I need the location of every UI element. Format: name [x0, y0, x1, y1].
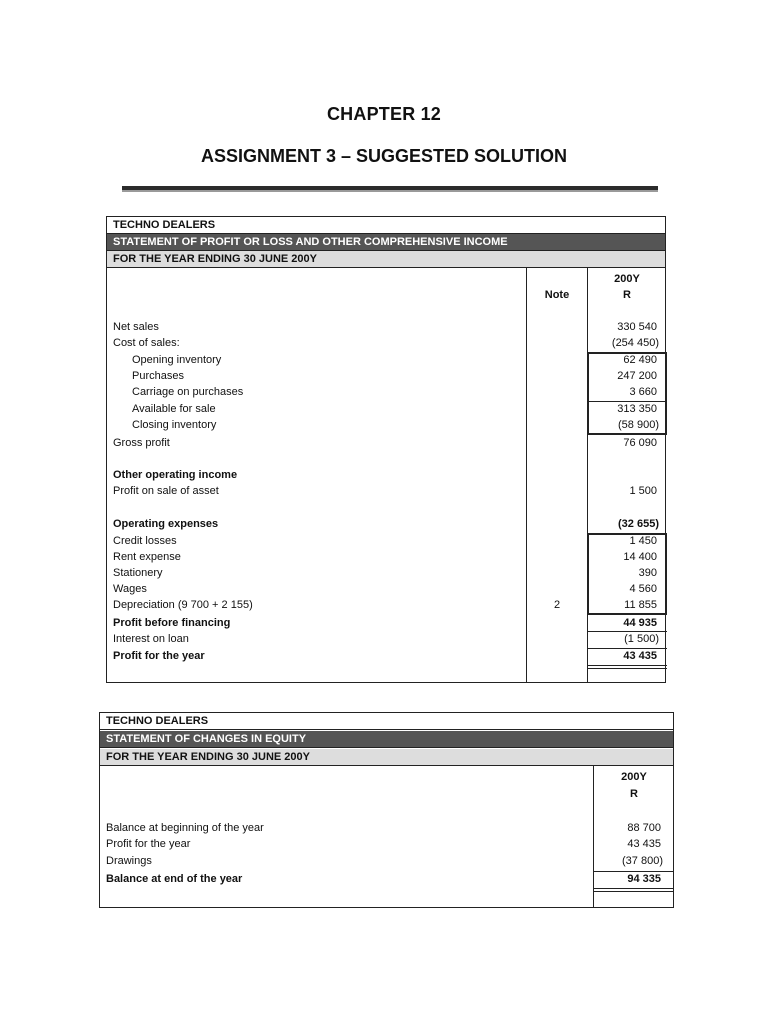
- row-interest-on-loan-value: (1 500): [624, 633, 659, 645]
- row-profit-before-financing-label: Profit before financing: [113, 617, 231, 629]
- equity-profit-label: Profit for the year: [106, 838, 191, 850]
- row-depreciation-value: 11 855: [624, 599, 657, 611]
- profit-title: STATEMENT OF PROFIT OR LOSS AND OTHER COMPREHENSIVE INCOME: [107, 234, 665, 251]
- row-stationery-value: 390: [638, 567, 657, 579]
- profit-double-line-b: [587, 668, 667, 669]
- row-operating-expenses-value: (32 655): [618, 518, 659, 530]
- profit-statement-table: [106, 216, 666, 683]
- row-net-sales-label: Net sales: [113, 321, 159, 333]
- row-interest-on-loan-label: Interest on loan: [113, 633, 189, 645]
- row-rent-expense-value: 14 400: [623, 551, 657, 563]
- profit-period: FOR THE YEAR ENDING 30 JUNE 200Y: [107, 251, 665, 268]
- row-closing-inventory-label: Closing inventory: [132, 419, 217, 431]
- row-available-for-sale-value: 313 350: [617, 403, 657, 415]
- equity-total-top-line: [593, 871, 674, 872]
- amount-column-divider: [587, 268, 588, 683]
- row-other-income-heading: Other operating income: [113, 469, 238, 481]
- row-gross-profit-label: Gross profit: [113, 437, 170, 449]
- row-depreciation-note: 2: [553, 599, 561, 611]
- equity-currency-header: R: [630, 788, 638, 800]
- note-header: Note: [544, 289, 570, 301]
- equity-double-line-a: [593, 888, 674, 889]
- row-stationery-label: Stationery: [113, 567, 163, 579]
- equity-title: STATEMENT OF CHANGES IN EQUITY: [100, 731, 673, 748]
- row-opening-inventory-label: Opening inventory: [132, 354, 222, 366]
- equity-drawings-value: (37 800): [622, 855, 663, 867]
- row-profit-on-sale-value: 1 500: [629, 485, 657, 497]
- row-purchases-label: Purchases: [132, 370, 184, 382]
- note-column-divider: [526, 268, 527, 683]
- assignment-title: ASSIGNMENT 3 – SUGGESTED SOLUTION: [200, 146, 568, 166]
- profit-currency-header: R: [623, 289, 631, 301]
- row-opening-inventory-value: 62 490: [623, 354, 657, 366]
- equity-double-line-b: [593, 891, 674, 892]
- equity-drawings-label: Drawings: [106, 855, 152, 867]
- equity-closing-value: 94 335: [627, 873, 661, 885]
- row-depreciation-label: Depreciation (9 700 + 2 155): [113, 599, 253, 611]
- row-purchases-value: 247 200: [617, 370, 657, 382]
- equity-company: TECHNO DEALERS: [100, 713, 673, 730]
- row-profit-for-year-label: Profit for the year: [113, 650, 205, 662]
- equity-opening-value: 88 700: [627, 822, 661, 834]
- profit-top-line: [587, 648, 667, 649]
- equity-opening-label: Balance at beginning of the year: [106, 822, 264, 834]
- row-carriage-label: Carriage on purchases: [132, 386, 244, 398]
- inventory-subtotal-box: [587, 352, 667, 435]
- row-operating-expenses-label: Operating expenses: [113, 518, 219, 530]
- row-profit-before-financing-value: 44 935: [623, 617, 657, 629]
- row-closing-inventory-value: (58 900): [618, 419, 659, 431]
- equity-closing-label: Balance at end of the year: [106, 873, 243, 885]
- equity-period: FOR THE YEAR ENDING 30 JUNE 200Y: [100, 749, 673, 766]
- equity-year-header: 200Y: [621, 771, 647, 783]
- row-wages-value: 4 560: [629, 583, 657, 595]
- financing-line: [587, 631, 667, 632]
- row-profit-on-sale-label: Profit on sale of asset: [113, 485, 219, 497]
- row-credit-losses-label: Credit losses: [113, 535, 177, 547]
- row-rent-expense-label: Rent expense: [113, 551, 181, 563]
- profit-company: TECHNO DEALERS: [107, 217, 665, 234]
- row-available-for-sale-label: Available for sale: [132, 403, 216, 415]
- row-credit-losses-value: 1 450: [629, 535, 657, 547]
- row-carriage-value: 3 660: [629, 386, 657, 398]
- inventory-subtotal-line: [587, 401, 667, 402]
- chapter-title: CHAPTER 12: [326, 104, 442, 124]
- row-net-sales-value: 330 540: [617, 321, 657, 333]
- profit-double-line-a: [587, 665, 667, 666]
- row-profit-for-year-value: 43 435: [623, 650, 657, 662]
- title-divider: [122, 186, 658, 190]
- row-gross-profit-value: 76 090: [623, 437, 657, 449]
- row-cost-of-sales-value: (254 450): [611, 337, 659, 349]
- equity-statement-table: [99, 712, 674, 908]
- row-wages-label: Wages: [113, 583, 147, 595]
- row-cost-of-sales-label: Cost of sales:: [113, 337, 180, 349]
- equity-profit-value: 43 435: [627, 838, 661, 850]
- profit-year-header: 200Y: [614, 273, 640, 285]
- expenses-subtotal-box: [587, 533, 667, 615]
